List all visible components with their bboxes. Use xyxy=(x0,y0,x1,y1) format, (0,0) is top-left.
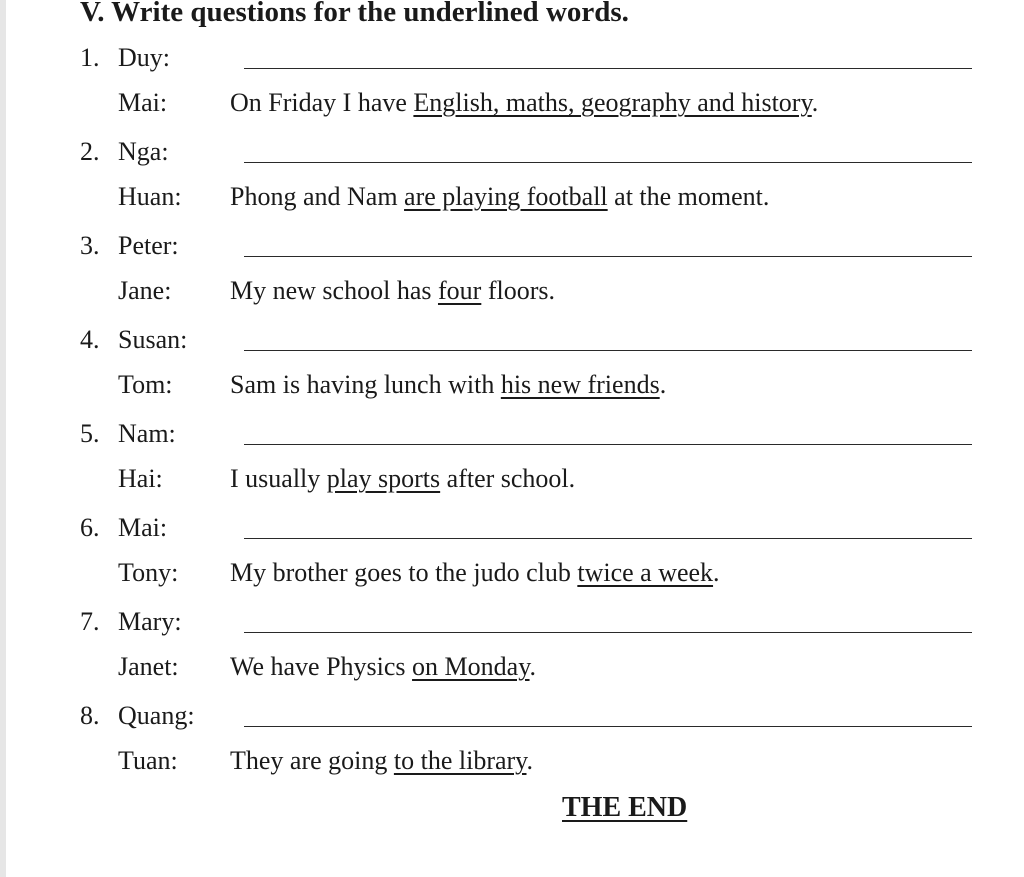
item-number: 1. xyxy=(80,43,100,72)
sentence-before: I usually xyxy=(230,464,327,493)
the-end-footer: THE END xyxy=(562,792,688,823)
underlined-words: play sports xyxy=(326,464,441,493)
sentence-before: We have Physics xyxy=(230,652,413,681)
answer-sentence xyxy=(230,652,536,682)
item-number: 6. xyxy=(80,513,100,542)
answer-blank-line[interactable] xyxy=(244,68,972,69)
underlined-words: on Monday xyxy=(412,652,530,681)
sentence-after: . xyxy=(529,652,537,681)
answer-blank-line[interactable] xyxy=(244,162,972,163)
underlined-words: are playing football xyxy=(404,182,608,211)
answer-sentence xyxy=(230,558,720,588)
answer-speaker: Jane: xyxy=(118,276,172,305)
answer-speaker: Tuan: xyxy=(118,746,178,775)
sentence-after: . xyxy=(811,88,819,117)
item-number: 5. xyxy=(80,419,100,448)
item-number: 3. xyxy=(80,231,100,260)
question-speaker: Duy: xyxy=(118,43,170,72)
sentence-after: . xyxy=(659,370,667,399)
answer-sentence xyxy=(230,370,666,400)
answer-sentence xyxy=(230,276,555,306)
underlined-words: twice a week xyxy=(577,558,714,587)
question-speaker: Nga: xyxy=(118,137,169,166)
answer-speaker: Mai: xyxy=(118,88,168,117)
question-speaker: Susan: xyxy=(118,325,188,354)
page-edge xyxy=(0,0,6,877)
question-speaker: Nam: xyxy=(118,419,176,448)
sentence-before: They are going xyxy=(230,746,394,775)
sentence-before: My brother goes to the judo club xyxy=(230,558,578,587)
item-number: 2. xyxy=(80,137,100,166)
sentence-before: Sam is having lunch with xyxy=(230,370,501,399)
underlined-words: four xyxy=(437,276,482,305)
item-number: 8. xyxy=(80,701,100,730)
question-speaker: Peter: xyxy=(118,231,179,260)
question-speaker: Quang: xyxy=(118,701,195,730)
sentence-after: at the moment. xyxy=(607,182,770,211)
sentence-before: On Friday I have xyxy=(230,88,414,117)
answer-sentence xyxy=(230,88,818,118)
underlined-words: his new friends xyxy=(500,370,660,399)
answer-sentence xyxy=(230,464,575,494)
answer-blank-line[interactable] xyxy=(244,632,972,633)
sentence-after: . xyxy=(713,558,720,587)
answer-speaker: Hai: xyxy=(118,464,163,493)
answer-sentence xyxy=(230,182,769,212)
answer-blank-line[interactable] xyxy=(244,350,972,351)
answer-speaker: Tony: xyxy=(118,558,179,587)
sentence-before: My new school has xyxy=(230,276,438,305)
item-number: 7. xyxy=(80,607,100,636)
sentence-before: Phong and Nam xyxy=(230,182,405,211)
question-speaker: Mary: xyxy=(118,607,182,636)
answer-blank-line[interactable] xyxy=(244,444,972,445)
answer-speaker: Janet: xyxy=(118,652,179,681)
answer-blank-line[interactable] xyxy=(244,726,972,727)
underlined-words: to the library xyxy=(393,746,527,775)
sentence-after: . xyxy=(526,746,533,775)
answer-sentence xyxy=(230,746,533,776)
question-speaker: Mai: xyxy=(118,513,168,542)
item-number: 4. xyxy=(80,325,100,354)
underlined-words: English, maths, geography and history xyxy=(413,88,812,117)
sentence-after: after school. xyxy=(440,464,576,493)
answer-blank-line[interactable] xyxy=(244,256,972,257)
answer-blank-line[interactable] xyxy=(244,538,972,539)
exercise-heading: V. Write questions for the underlined words. xyxy=(80,0,629,28)
answer-speaker: Huan: xyxy=(118,182,182,211)
answer-speaker: Tom: xyxy=(118,370,173,399)
sentence-after: floors. xyxy=(481,276,555,305)
